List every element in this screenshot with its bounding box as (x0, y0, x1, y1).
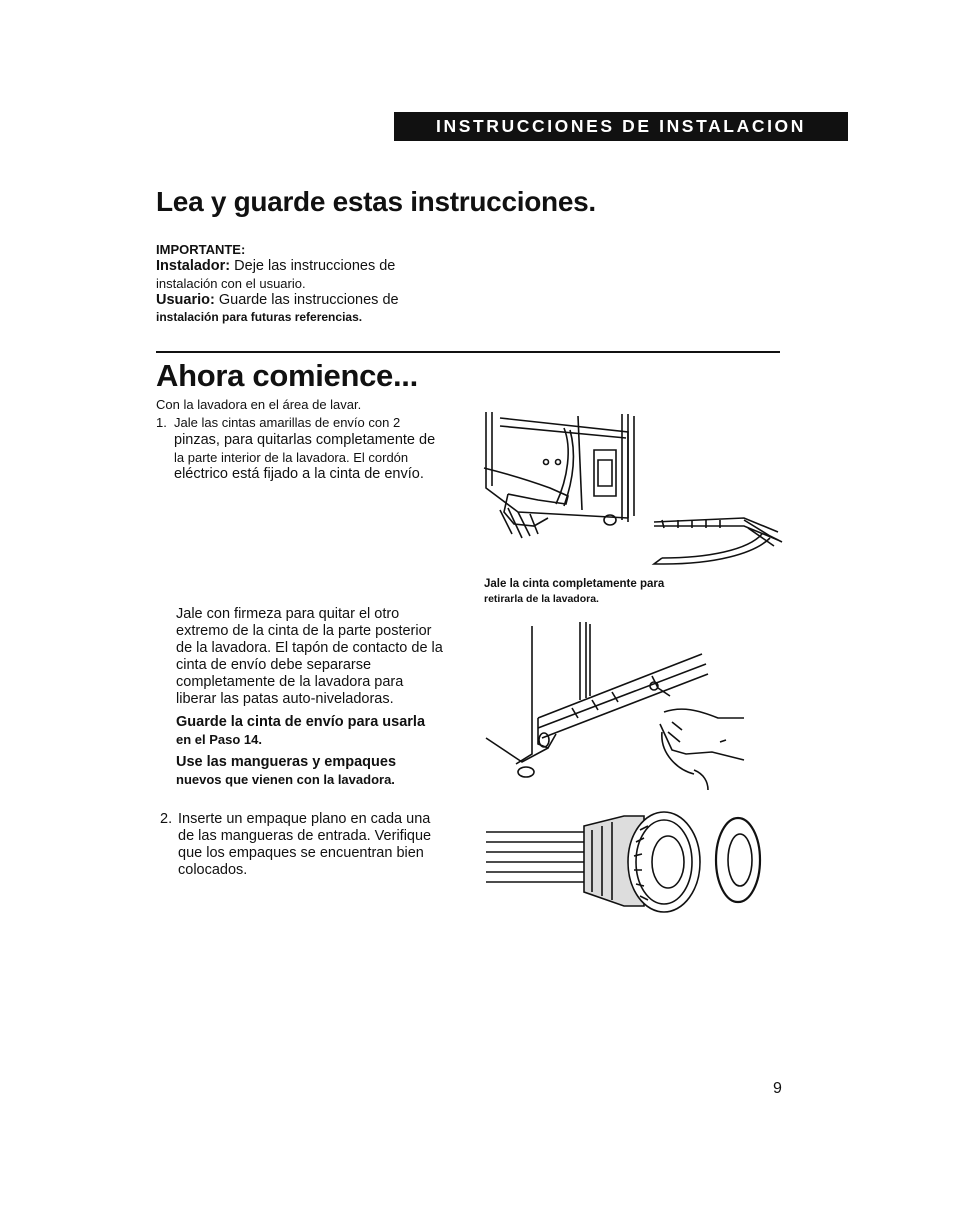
step-1-number: 1. (156, 415, 167, 430)
page-title: Lea y guarde estas instrucciones. (156, 186, 596, 217)
section-divider (156, 351, 780, 353)
installer-text-2: instalación con el usuario. (156, 276, 306, 291)
step-1-line: la parte interior de la lavadora. El cordón (174, 450, 409, 465)
paragraph-line: completamente de la lavadora para (176, 674, 404, 690)
step-2-line: que los empaques se encuentran bien (178, 845, 424, 861)
page-number: 9 (773, 1080, 782, 1097)
user-text: Guarde las instrucciones de (218, 292, 399, 308)
lead-text: Con la lavadora en el área de lavar. (156, 397, 362, 412)
user-text-2: instalación para futuras referencias. (156, 310, 363, 324)
illustration-hose-washer (484, 806, 774, 916)
caption-line: retirarla de la lavadora. (484, 593, 599, 605)
step-2-line: colocados. (178, 862, 248, 878)
installer-text: Deje las instrucciones de (234, 258, 396, 274)
paragraph-remove-strap (176, 606, 466, 788)
paragraph-line: liberar las patas auto-niveladoras. (176, 691, 394, 707)
paragraph-line: Jale con firmeza para quitar el otro (176, 606, 400, 622)
illustration-rear-strap (482, 614, 752, 794)
step-1-line: pinzas, para quitarlas completamente de (174, 432, 436, 448)
step-2-line: Inserte un empaque plano en cada una (178, 811, 431, 827)
step-2-line: de las mangueras de entrada. Verifique (178, 828, 432, 844)
save-strap-note: Guarde la cinta de envío para usarla (176, 714, 426, 730)
step-1-line: eléctrico está fijado a la cinta de envío. (174, 466, 424, 482)
paragraph-line: extremo de la cinta de la parte posterior (176, 623, 432, 639)
important-label: IMPORTANTE: (156, 242, 246, 257)
step-2-number: 2. (160, 811, 173, 827)
new-hoses-note: Use las mangueras y empaques (176, 754, 397, 770)
save-strap-note-2: en el Paso 14. (176, 732, 262, 747)
step-1 (156, 414, 456, 483)
new-hoses-note-2: nuevos que vienen con la lavadora. (176, 772, 395, 787)
important-block (156, 241, 399, 326)
step-1-line: Jale las cintas amarillas de envío con 2 (174, 415, 401, 430)
step-2 (160, 811, 460, 879)
illustration-pull-strap (478, 408, 794, 572)
section-header-bar: INSTRUCCIONES DE INSTALACION (394, 112, 848, 141)
caption-line: Jale la cinta completamente para (484, 578, 665, 590)
paragraph-line: de la lavadora. El tapón de contacto de la (176, 640, 443, 656)
user-label: Usuario: (156, 292, 215, 308)
installer-label: Instalador: (156, 258, 231, 274)
paragraph-line: cinta de envío debe separarse (176, 657, 372, 673)
illustration-1-caption (484, 577, 664, 607)
section-title: Ahora comience... (156, 358, 418, 393)
